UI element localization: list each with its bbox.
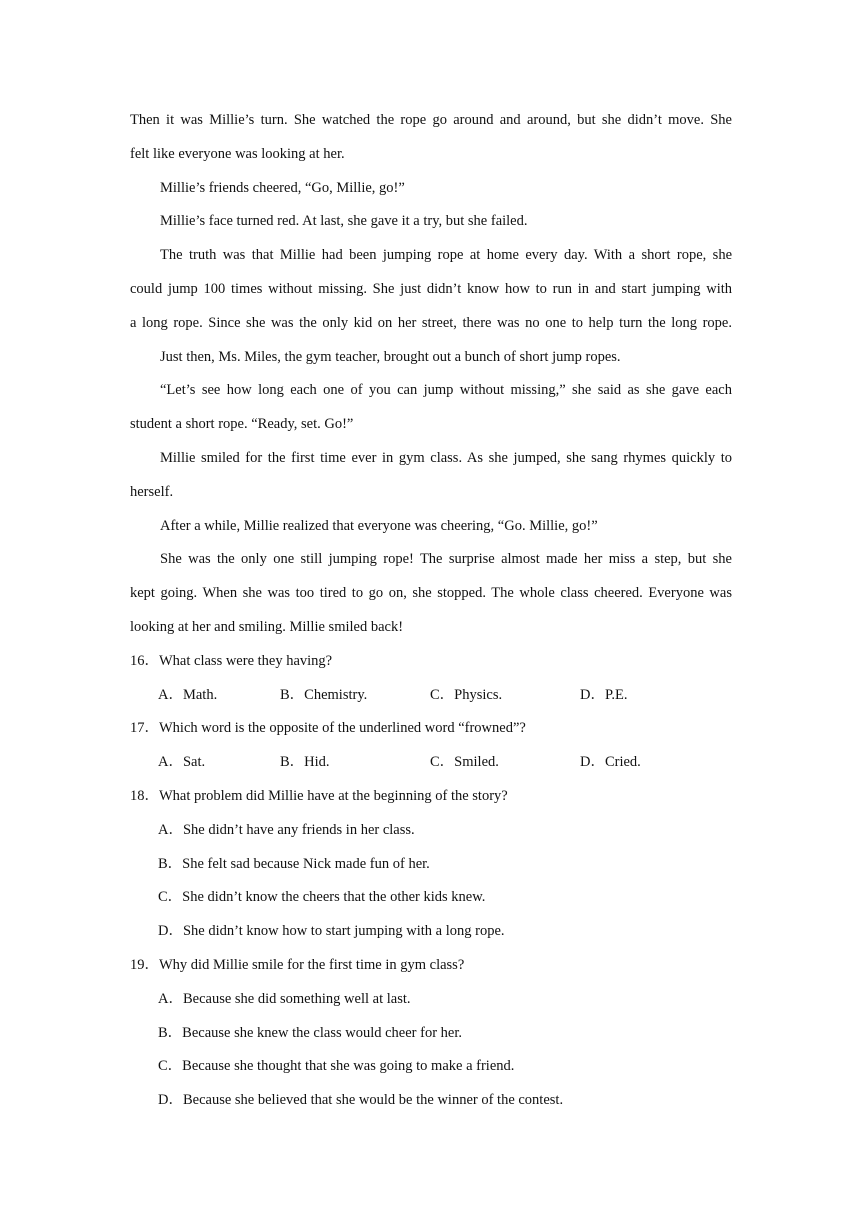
passage-line: looking at her and smiling. Millie smiled back! [130, 618, 404, 635]
question-16 [130, 645, 732, 713]
option-a[interactable]: A．Because she did something well at last. [158, 990, 411, 1007]
passage-line: herself. [130, 483, 174, 500]
option-d[interactable]: D．P.E. [580, 686, 628, 703]
question-18 [130, 780, 732, 949]
question-stem: 17．Which word is the opposite of the underlined word “frowned”? [130, 720, 526, 737]
option-b[interactable]: B．Because she knew the class would cheer for her. [158, 1024, 462, 1041]
passage-line: could jump 100 times without missing. She just didn’t know how to run in and start jumping with [130, 280, 732, 297]
option-d[interactable]: D．Because she believed that she would be the winner of the contest. [158, 1092, 564, 1109]
option-b[interactable]: B．Hid. [280, 754, 330, 771]
option-row [130, 679, 732, 713]
option-b[interactable]: B．Chemistry. [280, 686, 368, 703]
option-a[interactable]: A．She didn’t have any friends in her class. [158, 821, 415, 838]
option-d[interactable]: D．She didn’t know how to start jumping with a long rope. [158, 923, 505, 940]
question-stem: 19．Why did Millie smile for the first time in gym class? [130, 956, 465, 973]
option-b[interactable]: B．She felt sad because Nick made fun of her. [158, 855, 430, 872]
passage-line: felt like everyone was looking at her. [130, 145, 345, 162]
option-c[interactable]: C．Physics. [430, 686, 503, 703]
passage-line: Millie’s face turned red. At last, she gave it a try, but she failed. [160, 213, 528, 230]
option-a[interactable]: A．Sat. [158, 754, 206, 771]
passage-line: After a while, Millie realized that everyone was cheering, “Go. Millie, go!” [160, 517, 598, 534]
option-c[interactable]: C．Because she thought that she was going to make a friend. [158, 1058, 515, 1075]
passage-line: student a short rope. “Ready, set. Go!” [130, 416, 354, 433]
passage-line: Then it was Millie’s turn. She watched the rope go around and around, but she didn’t move. She [130, 112, 732, 128]
passage-line: kept going. When she was too tired to go on, she stopped. The whole class cheered. Everyone was [130, 585, 732, 602]
option-c[interactable]: C．Smiled. [430, 754, 499, 771]
option-row [130, 746, 732, 780]
passage-line: Just then, Ms. Miles, the gym teacher, brought out a bunch of short jump ropes. [160, 348, 621, 365]
question-19 [130, 949, 732, 1118]
passage-line: The truth was that Millie had been jumping rope at home every day. With a short rope, she [160, 247, 732, 264]
question-17 [130, 712, 732, 780]
question-stem: 16．What class were they having? [130, 652, 333, 669]
passage-line: She was the only one still jumping rope! The surprise almost made her miss a step, but she [160, 551, 732, 568]
document-page [130, 104, 732, 1118]
passage-line: Millie’s friends cheered, “Go, Millie, go!” [160, 179, 405, 196]
passage-line: Millie smiled for the first time ever in gym class. As she jumped, she sang rhymes quickly to [160, 449, 732, 466]
option-c[interactable]: C．She didn’t know the cheers that the other kids knew. [158, 889, 486, 906]
option-d[interactable]: D．Cried. [580, 754, 641, 771]
option-a[interactable]: A．Math. [158, 686, 218, 703]
question-stem: 18．What problem did Millie have at the beginning of the story? [130, 787, 508, 804]
passage-line: a long rope. Since she was the only kid on her street, there was no one to help turn the long rope. [130, 314, 732, 331]
passage [130, 104, 732, 645]
passage-line: “Let’s see how long each one of you can jump without missing,” she said as she gave each [160, 382, 732, 399]
